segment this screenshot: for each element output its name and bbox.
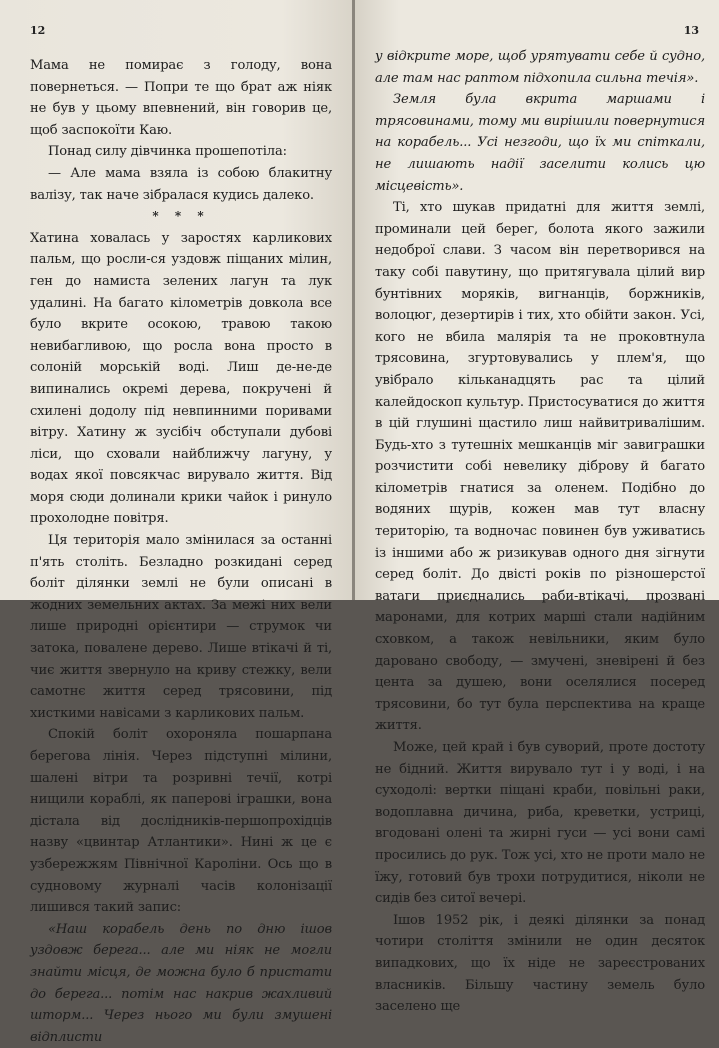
left-page (0, 0, 352, 1045)
paragraph-quote: у відкрите море, щоб урятувати себе й судно, але там нас раптом підхопила сильна течія». (375, 49, 705, 86)
left-page-text (30, 55, 332, 1048)
page-number-right: 13 (683, 24, 699, 37)
paragraph: Мама не помирає з голоду, вона повернеться. — Попри те що брат аж ніяк не був у цьому впевнений, він говорив це, щоб заспокоїти Каю. (30, 58, 332, 138)
right-page-text (375, 46, 705, 1018)
paragraph: Ця територія мало змінилася за останні п'ять століть. Безладно розкидані серед боліт ділянки землі не були описані в жодних земельних актах. За межі них вели лише природні орієнтири — струмок чи затока, повалене дерево. Лише втікачі й ті, чиє життя звернуло на криву стежку, вели самотнє життя серед трясовини, під хисткими навісами з карликових пальм. (30, 533, 332, 721)
paragraph: Ті, хто шукав придатні для життя землі, проминали цей берег, болота якого зажили недоброї слави. З часом він перетворився на таку собі павутину, що притягувала цілий вир бунтівних моряків, вигнанців, боржників, волоцюг, дезертирів і тих, хто обійти закон. Усі, кого не вбила малярія та не проковтнула трясовина, згуртовувались у плем'я, що увібрало кільканадцять рас та цілий калейдоскоп культур. Пристосуватися до життя в цій глушині щастило лиш найвитривалішим. Будь-хто з тутешніх мешканців міг завиграшки розчистити собі невелику діброву й багато кілометрів гнатися за оленем. Подібно до водяних щурів, кожен мав тут власну територію, та водночас повинен був уживатись із іншими або ж ризикував одного дня зігнути серед боліт. До двісті років по різношерстої ватаги приєднались раби-втікачі, прозвані маронами, для котрих марші стали надійним сховком, а також невільники, яким було даровано свободу, — змучені, зневірені й без цента за душею, вони оселялися посеред трясовини, бо тут була перспектива на краще життя. (375, 200, 705, 734)
paragraph: Може, цей край і був суворий, проте достоту не бідний. Життя вирувало тут і у воді, і на суходолі: вертки піщані краби, повільні раки, водоплавна дичина, риба, креветки, устриці, вгодовані олені та жирні гуси — усі вони самі просились до рук. Тож усі, хто не проти мало не їжу, готовий був трохи потрудитися, ніколи не сидів без ситої вечері. (375, 740, 706, 907)
paragraph: Понад силу дівчинка прошепотіла: (48, 144, 287, 160)
paragraph-quote: «Наш корабель день по дню ішов уздовж берега... але ми ніяк не могли знайти місця, де можна було б пристати до берега... потім нас накрив жахливий шторм... Через нього ми були змушені відплисти (30, 921, 332, 1045)
section-separator: * * * (152, 209, 210, 224)
paragraph-quote: Земля була вкрита маршами і трясовинами, тому ми вирішили повернутися на корабель... Усі незгоди, що їх ми спіткали, не лишають надії заселити колись цю місцевість». (375, 92, 705, 194)
paragraph: — Але мама взяла із собою блакитну валізу, так наче зібралася кудись далеко. (30, 165, 332, 203)
page-number-left: 12 (30, 24, 46, 37)
paragraph: Спокій боліт охороняла пошарпана берегова лінія. Через підступні мілини, шалені вітри та розривні течії, котрі нищили кораблі, як паперові іграшки, вона дістала від дослідників-першопрохідців назву «цвинтар Атлантики». Нині ж це є узбережжям Північної Кароліни. Ось що в судновому журналі часів колонізації лишився такий запис: (30, 727, 332, 916)
right-page (355, 0, 719, 1015)
paragraph: Хатина ховалась у заростях карликових пальм, що росли-ся уздовж піщаних мілин, ген до намиста зелених лагун та лук удалині. На багато кілометрів довкола все було вкрите осокою, травою такою невибагливою, що росла вона просто в солоній морській воді. Лиш де-не-де випинались окремі дерева, покручені й схилені додолу під невпинними поривами вітру. Хатину ж зусібіч обступали дубові ліси, що сховали найближчу лагуну, у водах якої повсякчас вирувало життя. Від моря сюди долинали крики чайок і ринуло прохолодне повітря. (30, 230, 332, 527)
paragraph: Ішов 1952 рік, і деякі ділянки за понад чотири століття змінили не один десяток випадкових, що їх ніде не зареєстрованих власників. Більшу частину земель було заселено ще (375, 912, 705, 1015)
